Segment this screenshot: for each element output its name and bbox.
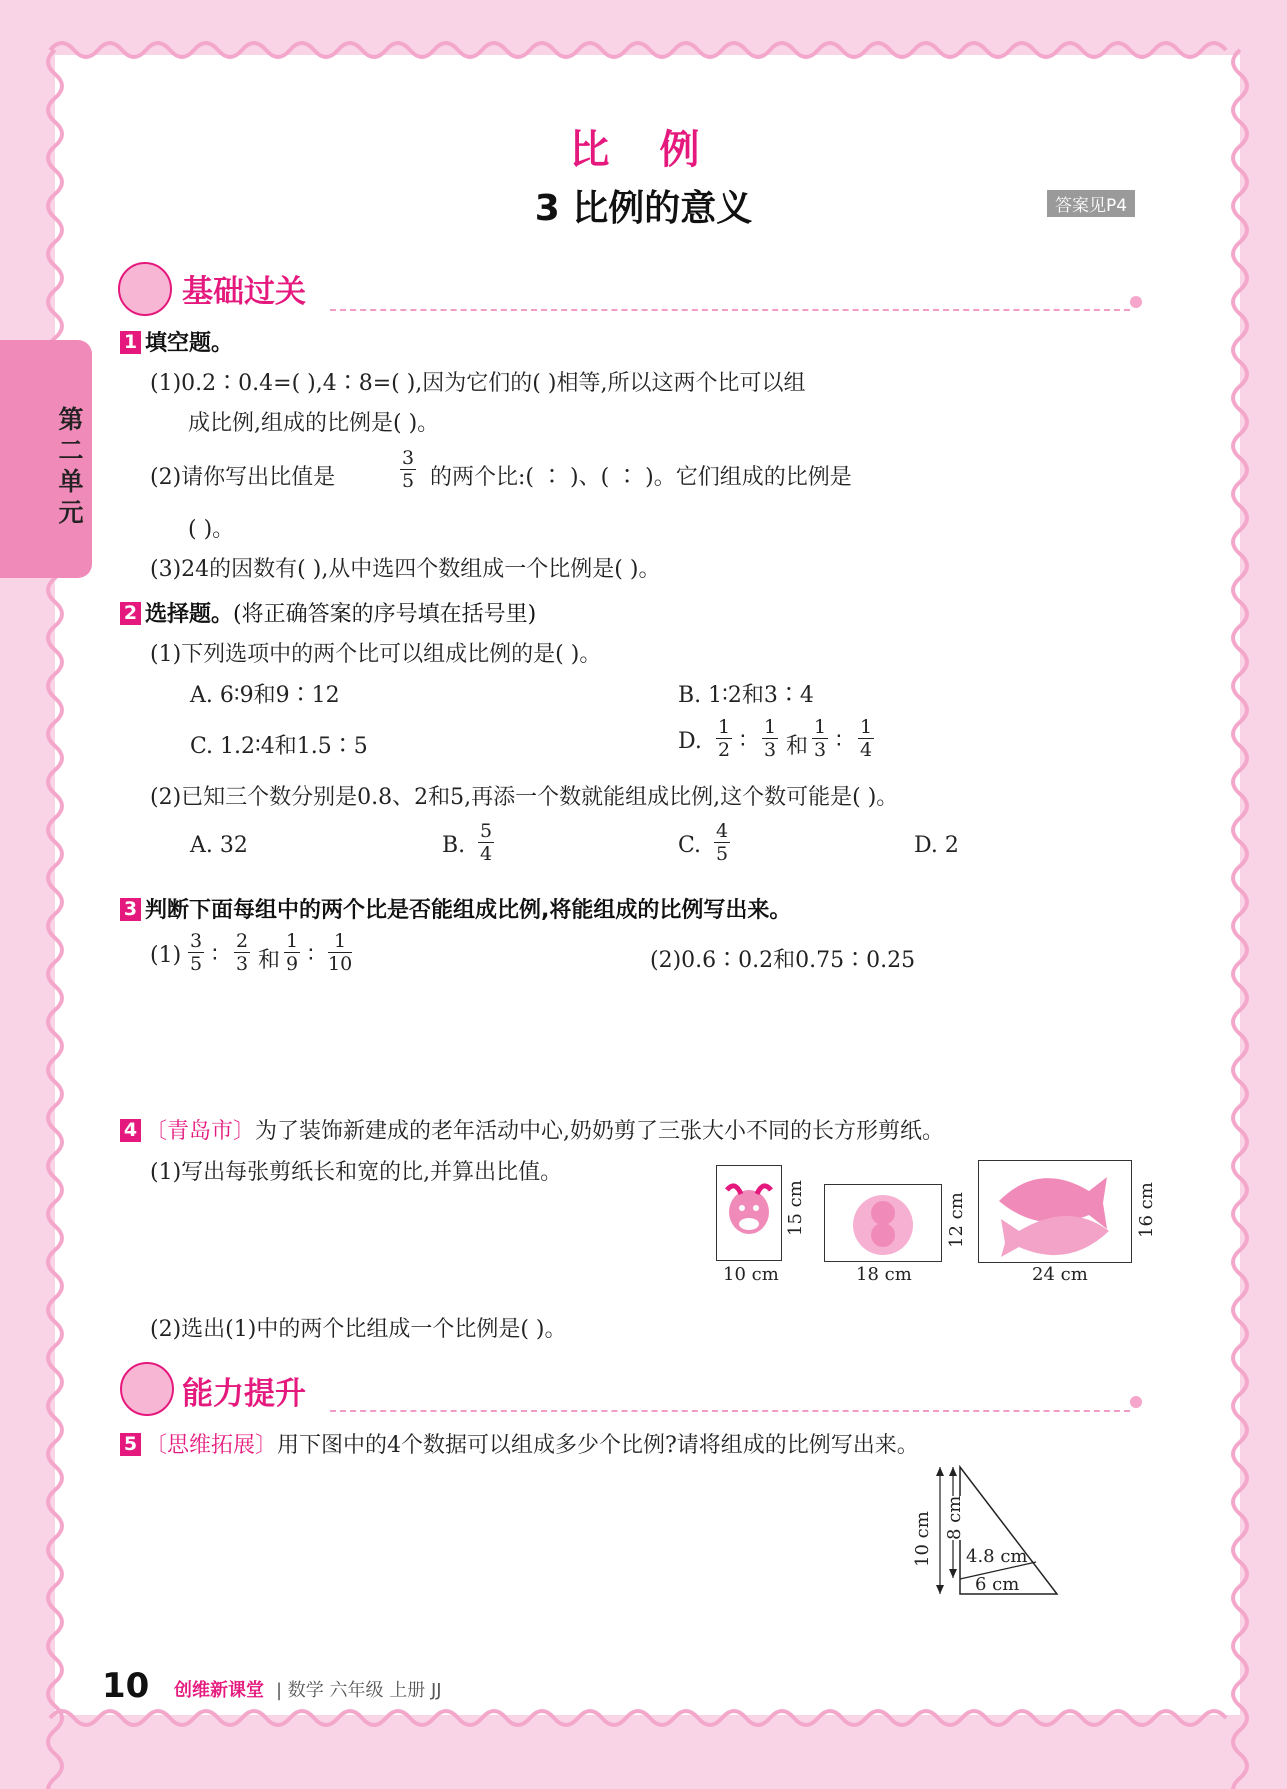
- question-2-title: 选择题。: [145, 602, 234, 627]
- question-2-note: (将正确答案的序号填在括号里): [233, 602, 537, 627]
- thinking-tag: 〔思维拓展〕: [145, 1433, 278, 1458]
- q4-part2: (2)选出(1)中的两个比组成一个比例是( )。: [150, 1317, 567, 1342]
- q2-part1-option-c: C. 1.2∶4和1.5∶5: [190, 734, 368, 759]
- q1-part2-suffix: 的两个比:( ∶ )、( ∶ )。它们组成的比例是: [430, 465, 852, 490]
- question-number: 3: [120, 898, 141, 921]
- question-3-heading: [120, 893, 791, 924]
- question-3-title: 判断下面每组中的两个比是否能组成比例,将能组成的比例写出来。: [145, 898, 792, 923]
- fraction: $\frac{1}{3}$: [814, 716, 827, 761]
- q3-part2: (2)0.6∶0.2和0.75∶0.25: [650, 948, 916, 973]
- papercut-frame-3: [978, 1160, 1132, 1263]
- question-2-heading: [120, 597, 536, 628]
- ratio-colon: ∶: [308, 943, 314, 968]
- footer-brand: 创维新课堂: [174, 1680, 264, 1701]
- q1-part2-prefix: (2)请你写出比值是: [150, 465, 336, 490]
- ratio-colon: ∶: [836, 729, 842, 754]
- question-1-title: 填空题。: [145, 331, 234, 356]
- section-divider: [330, 309, 1130, 311]
- figure-1-width-label: 10 cm: [723, 1264, 779, 1285]
- q4-part1: (1)写出每张剪纸长和宽的比,并算出比值。: [150, 1160, 563, 1185]
- triangle-base-label: 6 cm: [975, 1574, 1020, 1595]
- footer-book-info: | 数学 六年级 上册 JJ: [276, 1680, 442, 1701]
- q2-part2: (2)已知三个数分别是0.8、2和5,再添一个数就能组成比例,这个数可能是( )。: [150, 785, 899, 810]
- q1-part1-line2: 成比例,组成的比例是( )。: [188, 411, 440, 436]
- figure-2-width-label: 18 cm: [856, 1264, 912, 1285]
- unit-side-tab-label: 第二单元: [58, 405, 84, 527]
- q2-part1-option-b: B. 1∶2和3∶4: [678, 683, 814, 708]
- q2-part2-option-d: D. 2: [914, 833, 959, 858]
- q2-part1-option-a: A. 6∶9和9∶12: [190, 683, 340, 708]
- question-5-heading: [120, 1428, 919, 1459]
- q2-part2-option-a: A. 32: [190, 833, 248, 858]
- q2-part2-option-c-label: C.: [678, 833, 702, 858]
- section-title-advanced: 能力提升: [182, 1376, 306, 1412]
- section-divider: [330, 1410, 1130, 1412]
- triangle-outer-height-label: 10 cm: [912, 1511, 933, 1567]
- papercut-frame-2: [824, 1184, 942, 1262]
- fraction: $\frac{1}{2}$: [718, 716, 731, 761]
- region-tag: 〔青岛市〕: [145, 1119, 256, 1144]
- question-number: 4: [120, 1119, 141, 1142]
- question-number: 1: [120, 331, 141, 354]
- question-number: 2: [120, 602, 141, 625]
- question-5-title: 用下图中的4个数据可以组成多少个比例?请将组成的比例写出来。: [277, 1433, 919, 1458]
- q1-part1-line1: (1)0.2∶0.4=( ),4∶8=( ),因为它们的( )相等,所以这两个比可以组: [150, 371, 806, 396]
- mascot-icon: [120, 1362, 174, 1416]
- triangle-inner-height-label: 8 cm: [944, 1495, 965, 1540]
- fraction: $\frac{2}{3}$: [236, 930, 249, 975]
- figure-3-height-label: 16 cm: [1136, 1182, 1157, 1238]
- question-number: 5: [120, 1433, 141, 1456]
- papercut-frame-1: [716, 1165, 782, 1261]
- dots-icon: [1130, 1396, 1142, 1408]
- fraction: $\frac{1}{10}$: [328, 930, 353, 975]
- lesson-title: 3 比例的意义: [534, 188, 753, 229]
- and-word: 和: [258, 948, 281, 973]
- question-4-title: 为了装饰新建成的老年活动中心,奶奶剪了三张大小不同的长方形剪纸。: [255, 1119, 945, 1144]
- q2-part2-option-b-label: B.: [442, 833, 466, 858]
- unit-title: 比 例: [569, 127, 718, 173]
- question-1-heading: [120, 326, 233, 357]
- answer-reference-badge: 答案见P4: [1047, 190, 1135, 217]
- fraction: $\frac{3}{5}$: [402, 447, 415, 492]
- page-number: 10: [102, 1666, 150, 1706]
- q3-part1-label: (1): [150, 943, 182, 968]
- fraction: $\frac{1}{4}$: [860, 716, 873, 761]
- fraction: $\frac{1}{9}$: [286, 930, 299, 975]
- figure-2-height-label: 12 cm: [946, 1192, 967, 1248]
- q1-part3: (3)24的因数有( ),从中选四个数组成一个比例是( )。: [150, 557, 661, 582]
- ox-papercut-icon: [717, 1166, 781, 1260]
- fish-papercut-icon: [979, 1161, 1131, 1262]
- fraction: $\frac{1}{3}$: [764, 716, 777, 761]
- dots-icon: [1130, 296, 1142, 308]
- figure-3-width-label: 24 cm: [1032, 1264, 1088, 1285]
- fraction: $\frac{5}{4}$: [480, 820, 493, 865]
- q2-part1: (1)下列选项中的两个比可以组成比例的是( )。: [150, 642, 602, 667]
- q1-part2-line2: ( )。: [188, 517, 235, 542]
- fraction: $\frac{3}{5}$: [190, 930, 203, 975]
- q2-part1-option-d-label: D.: [678, 729, 702, 754]
- figure-1-height-label: 15 cm: [785, 1180, 806, 1236]
- ratio-colon: ∶: [212, 943, 218, 968]
- fraction: $\frac{4}{5}$: [716, 820, 729, 865]
- question-4-heading: [120, 1114, 944, 1145]
- mascot-icon: [118, 262, 172, 316]
- section-title-basic: 基础过关: [182, 274, 306, 310]
- and-word: 和: [786, 734, 809, 759]
- triangle-segment-label: 4.8 cm: [966, 1546, 1028, 1567]
- child-papercut-icon: [825, 1185, 941, 1261]
- ratio-colon: ∶: [740, 729, 746, 754]
